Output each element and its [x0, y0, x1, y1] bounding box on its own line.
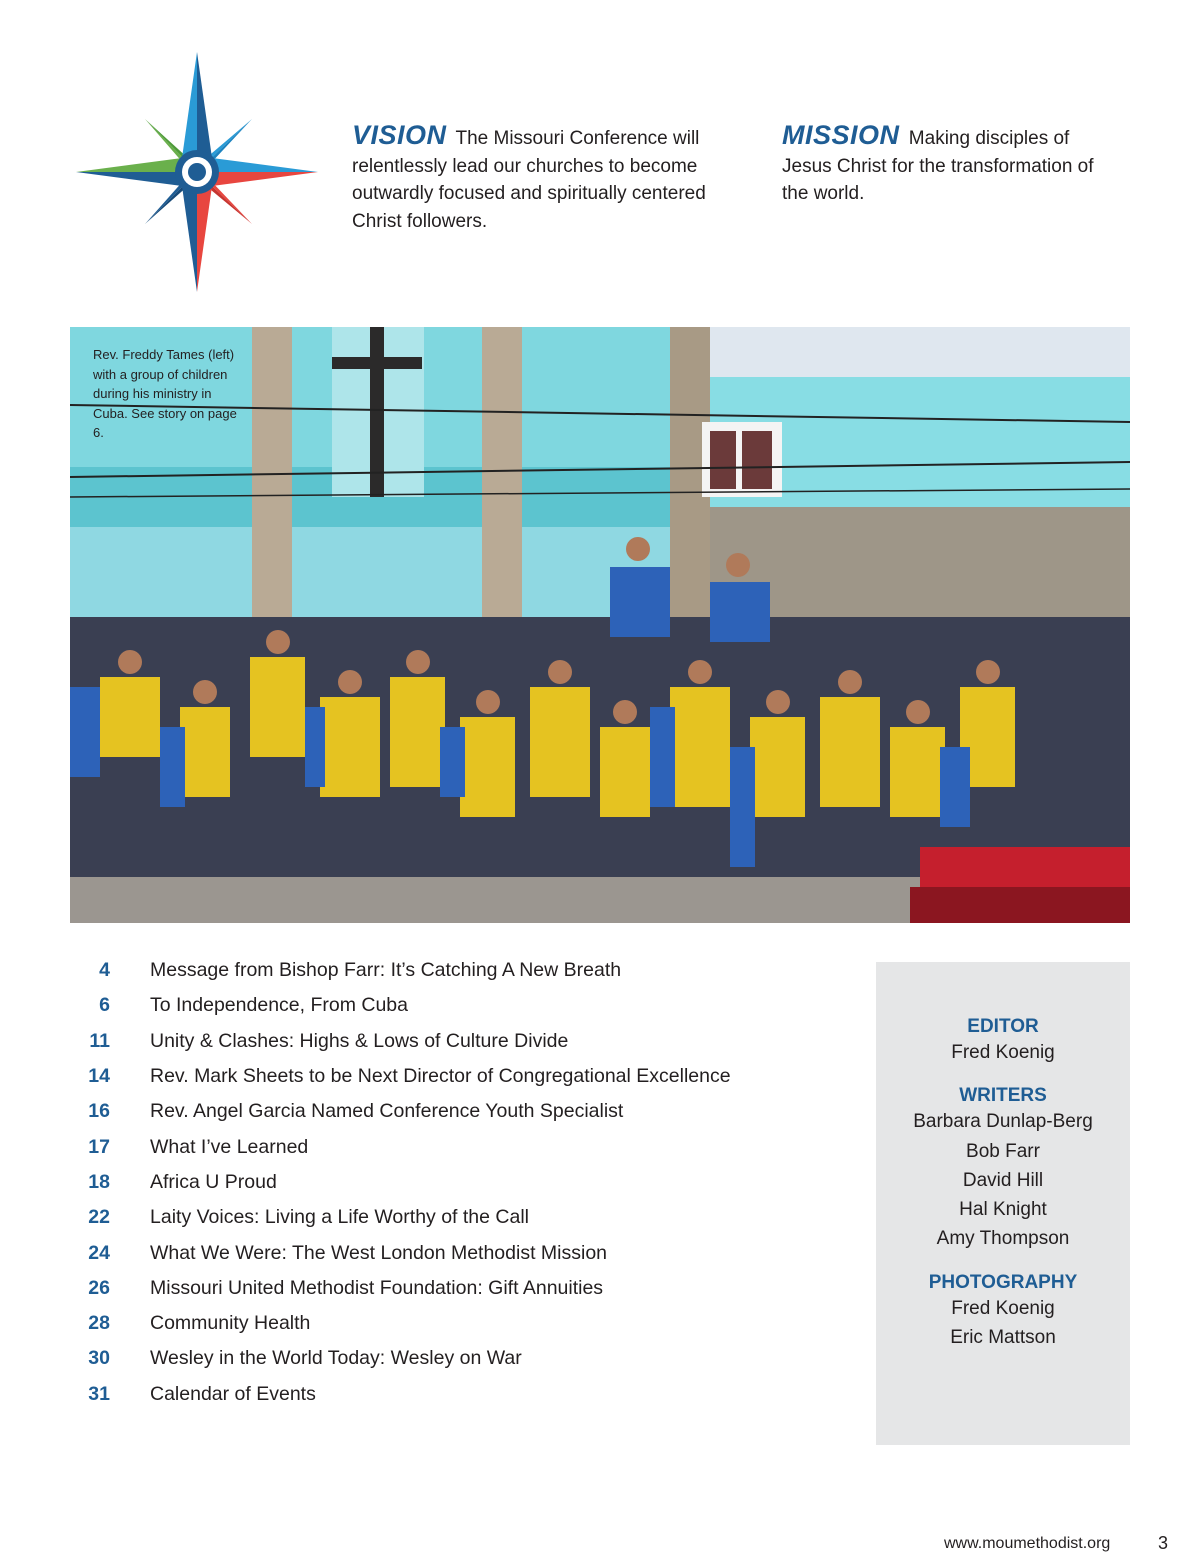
toc-page-number: 31: [88, 1382, 110, 1405]
toc-item: [60, 1129, 780, 1164]
toc-title: Calendar of Events: [150, 1382, 316, 1405]
toc-item: [60, 1306, 780, 1341]
toc-title: Message from Bishop Farr: It’s Catching A New Breath: [150, 959, 622, 982]
toc-item: [60, 1094, 780, 1129]
toc-page-number: 24: [88, 1241, 110, 1264]
toc-item: [60, 1059, 780, 1094]
toc-title: Rev. Mark Sheets to be Next Director of Congregational Excellence: [150, 1065, 731, 1088]
toc-item: [60, 1235, 780, 1270]
footer-website-link[interactable]: www.moumethodist.org: [944, 1535, 1111, 1552]
photographer-name: Eric Mattson: [950, 1327, 1056, 1349]
photographer-name: Fred Koenig: [951, 1297, 1055, 1319]
toc-title: To Independence, From Cuba: [150, 994, 408, 1017]
toc-page-number: 6: [99, 994, 110, 1017]
staff-credits-box: [876, 962, 1130, 1445]
toc-item: [60, 1341, 780, 1376]
page-number: 3: [1158, 1533, 1169, 1553]
toc-item: [60, 1024, 780, 1059]
compass-star-icon: [76, 52, 318, 292]
editor-heading: EDITOR: [967, 1016, 1039, 1037]
toc-item: [60, 1271, 780, 1306]
writer-name: Hal Knight: [959, 1199, 1047, 1221]
toc-page-number: 11: [89, 1029, 110, 1052]
toc-page-number: 28: [88, 1312, 110, 1335]
vision-keyword: VISION: [352, 120, 447, 150]
toc-page-number: 4: [99, 959, 110, 982]
writer-name: David Hill: [962, 1169, 1044, 1191]
table-of-contents: [60, 953, 780, 1412]
toc-title: Unity & Clashes: Highs & Lows of Culture Divide: [150, 1029, 569, 1052]
mission-keyword: MISSION: [782, 120, 900, 150]
toc-title: Africa U Proud: [150, 1170, 277, 1193]
writers-heading: WRITERS: [959, 1085, 1047, 1107]
writer-name: Bob Farr: [966, 1140, 1040, 1162]
toc-page-number: 30: [88, 1347, 110, 1370]
toc-title: What I’ve Learned: [150, 1135, 309, 1158]
toc-title: Community Health: [150, 1312, 311, 1335]
editor-group: [876, 1016, 1130, 1067]
photography-heading: PHOTOGRAPHY: [928, 1271, 1078, 1293]
mission-statement: [782, 122, 1102, 208]
writer-name: Barbara Dunlap-Berg: [913, 1111, 1093, 1133]
writers-group: [876, 1085, 1130, 1253]
toc-page-number: 18: [88, 1170, 110, 1193]
toc-item: [60, 1377, 780, 1412]
toc-page-number: 26: [88, 1276, 110, 1299]
toc-title: Wesley in the World Today: Wesley on War: [150, 1347, 522, 1370]
photography-group: [876, 1272, 1130, 1353]
toc-item: [60, 988, 780, 1023]
toc-page-number: 14: [88, 1065, 110, 1088]
toc-title: Rev. Angel Garcia Named Conference Youth Specialist: [150, 1100, 624, 1123]
vision-text: The Missouri Conference will relentlessly lead our churches to become outwardly focused and spiritually centered Christ followers.: [352, 128, 706, 232]
toc-page-number: 17: [88, 1135, 110, 1158]
photo-caption: Rev. Freddy Tames (left) with a group of children during his ministry in Cuba. See story on page 6.: [93, 347, 237, 440]
toc-item: [60, 1165, 780, 1200]
toc-page-number: 16: [88, 1100, 110, 1123]
toc-page-number: 22: [88, 1206, 110, 1229]
mission-text: Making disciples of Jesus Christ for the transformation of the world.: [782, 128, 1094, 204]
editor-name: Fred Koenig: [951, 1042, 1055, 1063]
writer-name: Amy Thompson: [936, 1228, 1070, 1250]
vision-statement: [352, 122, 737, 235]
toc-title: Laity Voices: Living a Life Worthy of the Call: [150, 1206, 530, 1229]
toc-title: Missouri United Methodist Foundation: Gift Annuities: [150, 1276, 604, 1299]
toc-item: [60, 1200, 780, 1235]
toc-item: [60, 953, 780, 988]
toc-title: What We Were: The West London Methodist Mission: [150, 1241, 608, 1264]
